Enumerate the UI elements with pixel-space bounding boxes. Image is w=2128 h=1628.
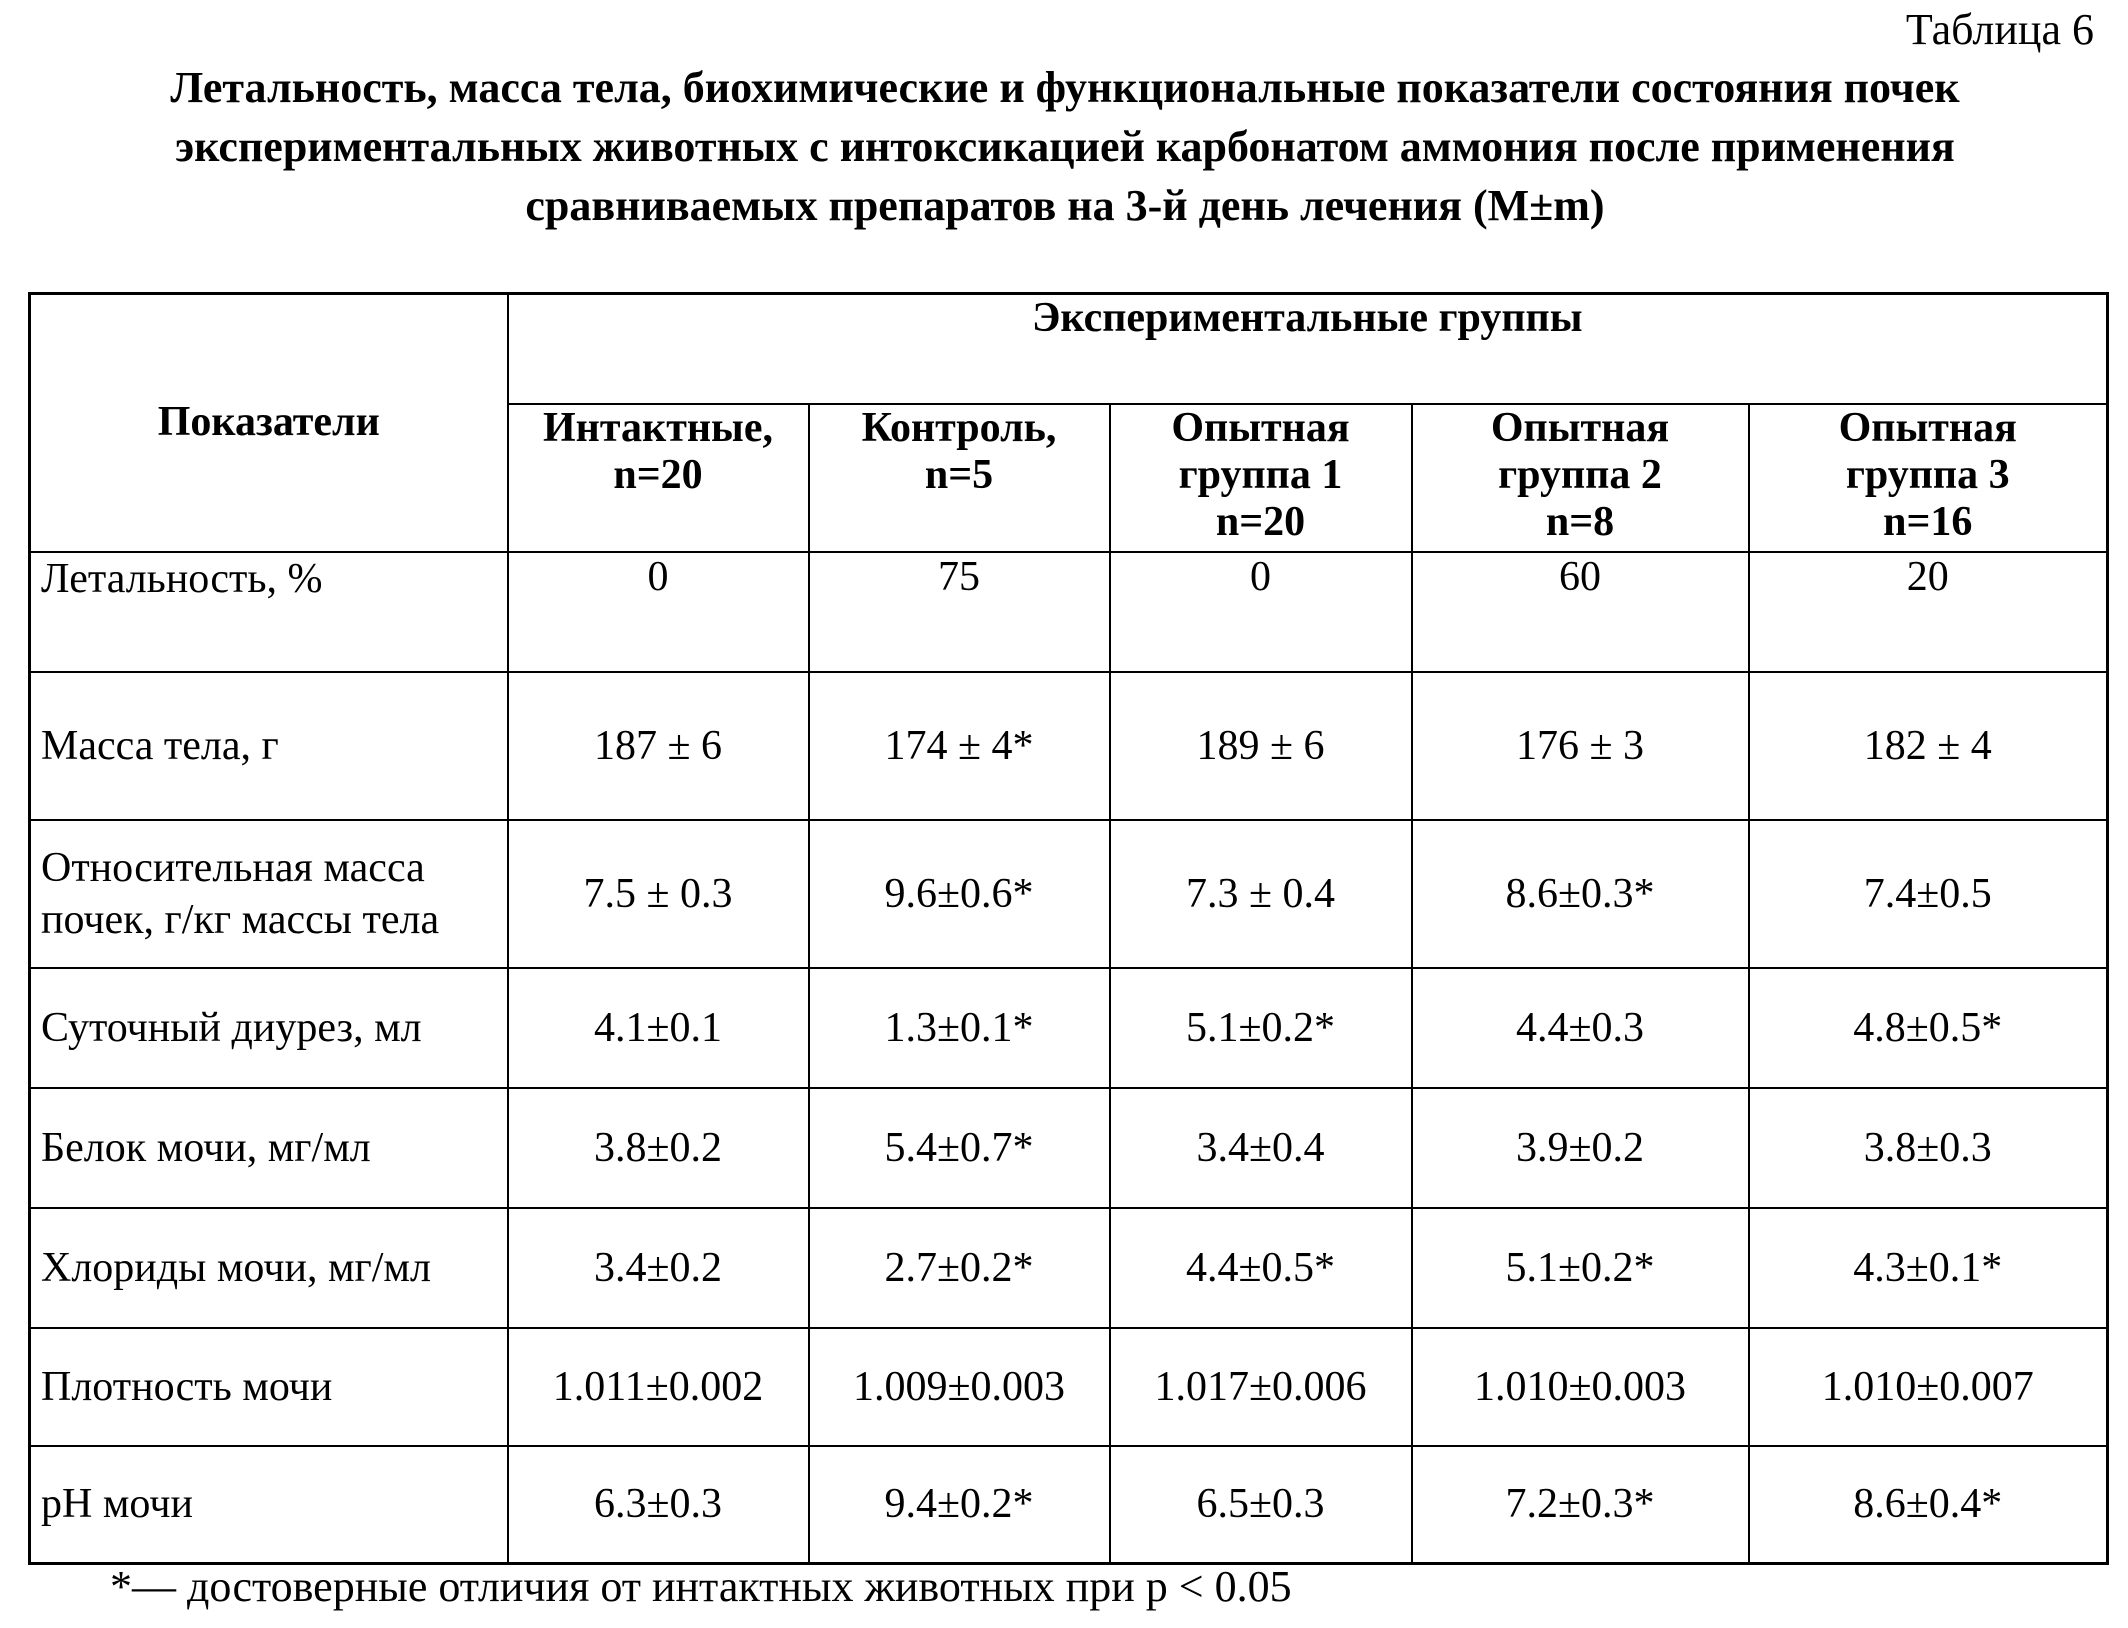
cell-value: 182 ± 4 (1749, 672, 2108, 820)
header-group-line: Опытная (1838, 404, 2017, 451)
cell-value: 4.8±0.5* (1749, 968, 2108, 1088)
cell-value: 20 (1749, 552, 2108, 672)
table-row (30, 1328, 2108, 1446)
header-group-line: n=20 (613, 451, 703, 498)
table-row (30, 820, 2108, 968)
title-line: экспериментальных животных с интоксикацией карбонатом аммония после применения (175, 122, 1955, 171)
header-group-line: Контроль, (861, 404, 1057, 451)
cell-value: 1.011±0.002 (508, 1328, 809, 1446)
header-parameters: Показатели (30, 294, 508, 552)
cell-value: 8.6±0.3* (1412, 820, 1749, 968)
cell-value: 3.4±0.2 (508, 1208, 809, 1328)
cell-value: 1.017±0.006 (1110, 1328, 1412, 1446)
header-group-line: n=16 (1883, 498, 1973, 545)
cell-value: 7.4±0.5 (1749, 820, 2108, 968)
row-parameter: pH мочи (30, 1446, 508, 1564)
cell-value: 75 (809, 552, 1110, 672)
cell-value: 0 (508, 552, 809, 672)
cell-value: 9.6±0.6* (809, 820, 1110, 968)
cell-value: 1.009±0.003 (809, 1328, 1110, 1446)
cell-value: 0 (1110, 552, 1412, 672)
cell-value: 7.5 ± 0.3 (508, 820, 809, 968)
cell-value: 3.8±0.3 (1749, 1088, 2108, 1208)
header-group-line: n=20 (1215, 498, 1306, 545)
cell-value: 8.6±0.4* (1749, 1446, 2108, 1564)
cell-value: 3.9±0.2 (1412, 1088, 1749, 1208)
title-line: Летальность, масса тела, биохимические и функциональные показатели состояния почек (170, 63, 1960, 112)
row-parameter-line: почек, г/кг массы тела (41, 896, 440, 943)
header-group-line: группа 1 (1178, 451, 1343, 498)
cell-value: 1.3±0.1* (809, 968, 1110, 1088)
cell-value: 3.8±0.2 (508, 1088, 809, 1208)
row-parameter: Масса тела, г (30, 672, 508, 820)
table-row (30, 1446, 2108, 1564)
table-row (30, 552, 2108, 672)
header-group-line: Опытная (1171, 404, 1350, 451)
results-table (28, 292, 2109, 1565)
row-parameter: Суточный диурез, мл (30, 968, 508, 1088)
header-group-line: группа 3 (1845, 451, 2010, 498)
table-row (30, 968, 2108, 1088)
cell-value: 4.3±0.1* (1749, 1208, 2108, 1328)
table-number-label: Таблица 6 (1905, 5, 2094, 54)
header-group-line: Интактные, (543, 404, 773, 451)
row-parameter: Летальность, % (30, 552, 508, 672)
header-group-line: группа 2 (1498, 451, 1662, 498)
row-parameter: Белок мочи, мг/мл (30, 1088, 508, 1208)
row-parameter: Хлориды мочи, мг/мл (30, 1208, 508, 1328)
row-parameter: Плотность мочи (30, 1328, 508, 1446)
cell-value: 5.1±0.2* (1110, 968, 1412, 1088)
cell-value: 4.4±0.5* (1110, 1208, 1412, 1328)
header-group-line: n=8 (1545, 498, 1615, 545)
cell-value: 176 ± 3 (1412, 672, 1749, 820)
cell-value: 6.5±0.3 (1110, 1446, 1412, 1564)
cell-value: 1.010±0.007 (1749, 1328, 2108, 1446)
header-group-line: n=5 (924, 451, 994, 498)
header-group-experimental-3 (1749, 404, 2108, 552)
cell-value: 60 (1412, 552, 1749, 672)
table-footnote: *— достоверные отличия от интактных животных при p < 0.05 (110, 1562, 1292, 1611)
header-group-experimental-2 (1412, 404, 1749, 552)
cell-value: 4.4±0.3 (1412, 968, 1749, 1088)
header-group-control (809, 404, 1110, 552)
cell-value: 2.7±0.2* (809, 1208, 1110, 1328)
cell-value: 7.3 ± 0.4 (1110, 820, 1412, 968)
row-parameter-line: Относительная масса (41, 844, 425, 891)
table-row (30, 672, 2108, 820)
table-row (30, 1088, 2108, 1208)
cell-value: 7.2±0.3* (1412, 1446, 1749, 1564)
cell-value: 1.010±0.003 (1412, 1328, 1749, 1446)
row-parameter (30, 820, 508, 968)
header-group-experimental-1 (1110, 404, 1412, 552)
cell-value: 4.1±0.1 (508, 968, 809, 1088)
cell-value: 189 ± 6 (1110, 672, 1412, 820)
cell-value: 174 ± 4* (809, 672, 1110, 820)
table-title (60, 58, 2070, 235)
cell-value: 9.4±0.2* (809, 1446, 1110, 1564)
header-experimental-groups: Экспериментальные группы (508, 294, 2108, 404)
header-group-line: Опытная (1490, 404, 1670, 451)
cell-value: 5.1±0.2* (1412, 1208, 1749, 1328)
header-group-intact (508, 404, 809, 552)
title-line: сравниваемых препаратов на 3-й день лечения (M±m) (525, 181, 1605, 230)
cell-value: 6.3±0.3 (508, 1446, 809, 1564)
cell-value: 3.4±0.4 (1110, 1088, 1412, 1208)
cell-value: 187 ± 6 (508, 672, 809, 820)
cell-value: 5.4±0.7* (809, 1088, 1110, 1208)
table-row (30, 1208, 2108, 1328)
